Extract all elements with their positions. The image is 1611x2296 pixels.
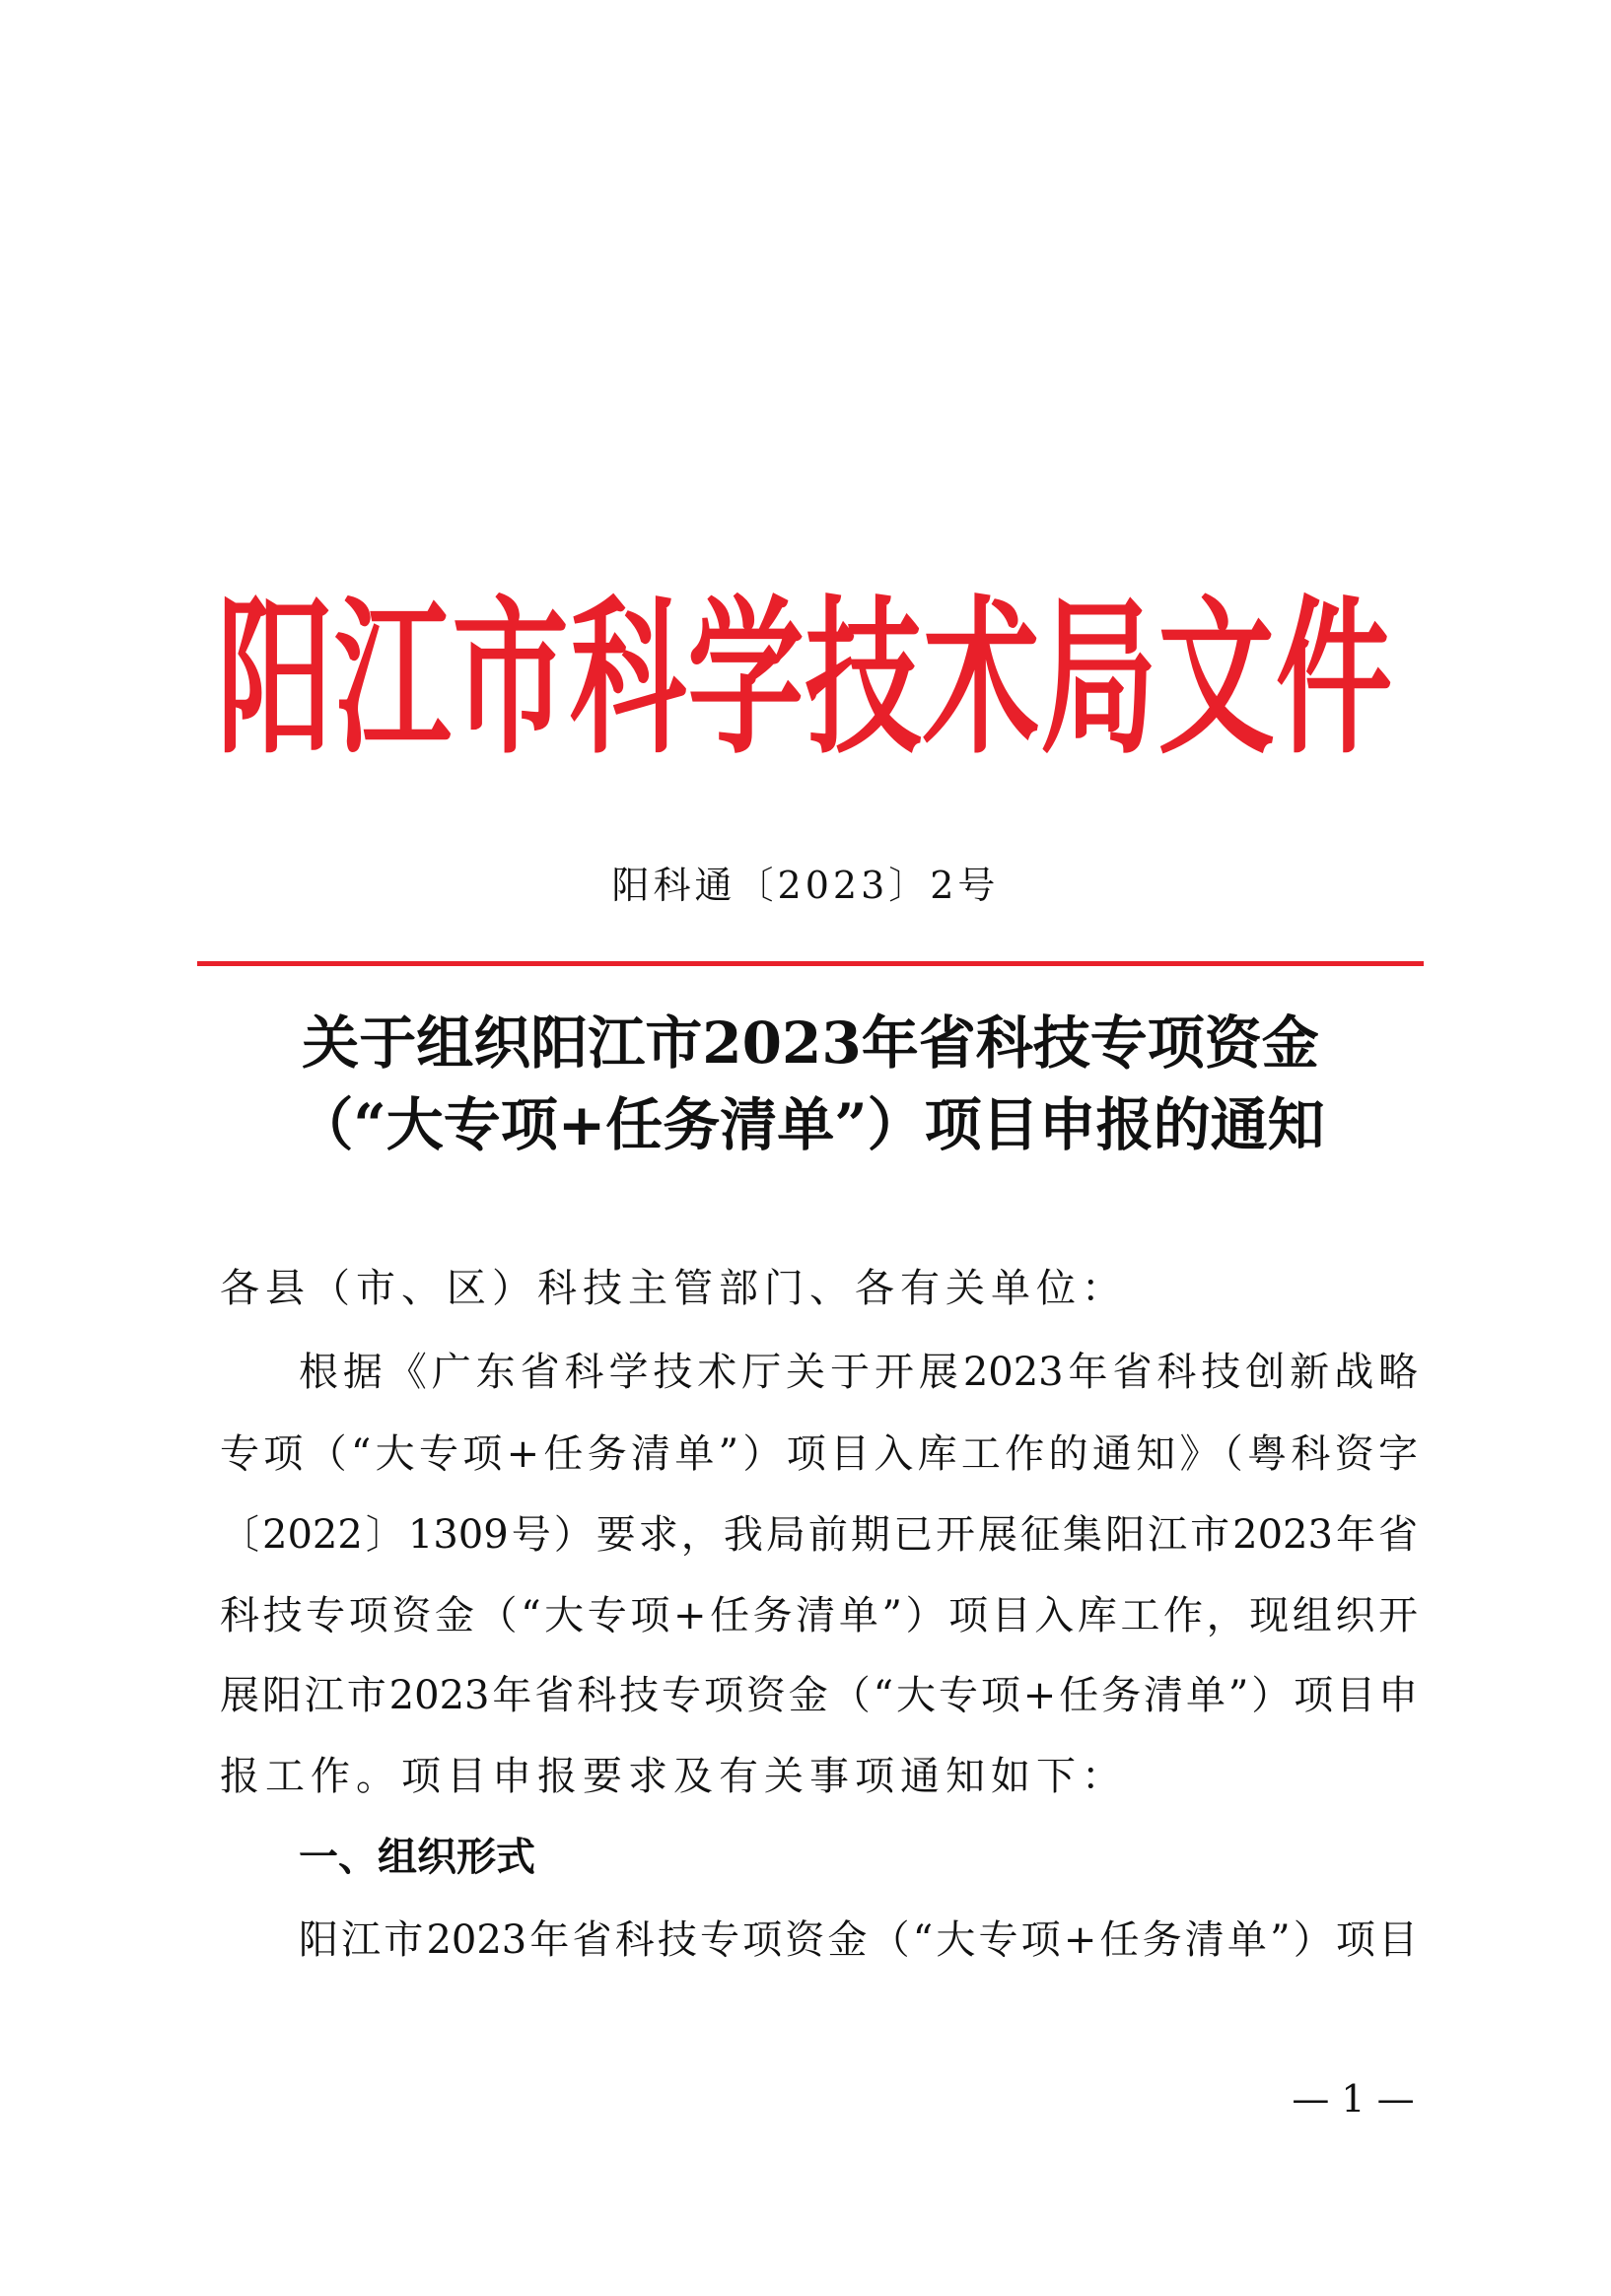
paragraph-line: 科技专项资金（“大专项+任务清单”）项目入库工作，现组织开 bbox=[220, 1593, 1418, 1638]
paragraph-line: 根据《广东省科学技术厅关于开展2023年省科技创新战略 bbox=[299, 1350, 1418, 1395]
document-title-line-1: 关于组织阳江市2023年省科技专项资金 bbox=[302, 1009, 1319, 1077]
issuing-authority-header bbox=[217, 578, 1392, 778]
page-number: — 1 — bbox=[1292, 2077, 1415, 2121]
salutation: 各县（市、区）科技主管部门、各有关单位： bbox=[220, 1266, 1127, 1311]
document-number: 阳科通〔2023〕2号 bbox=[611, 864, 1000, 907]
document-title-line-2: （“大专项+任务清单”）项目申报的通知 bbox=[296, 1091, 1325, 1158]
red-divider bbox=[197, 961, 1424, 966]
section-heading: 一、组织形式 bbox=[299, 1835, 535, 1880]
paragraph-line: 报工作。项目申报要求及有关事项通知如下： bbox=[220, 1754, 1127, 1799]
paragraph-line: 展阳江市2023年省科技专项资金（“大专项+任务清单”）项目申 bbox=[220, 1673, 1418, 1718]
header-title: 阳江市科学技术局文件 bbox=[217, 578, 1392, 778]
paragraph-line: 专项（“大专项+任务清单”）项目入库工作的通知》（粤科资字 bbox=[220, 1431, 1418, 1477]
paragraph-line: 阳江市2023年省科技专项资金（“大专项+任务清单”）项目 bbox=[299, 1917, 1418, 1963]
paragraph-line: 〔2022〕1309号）要求，我局前期已开展征集阳江市2023年省 bbox=[220, 1512, 1418, 1558]
